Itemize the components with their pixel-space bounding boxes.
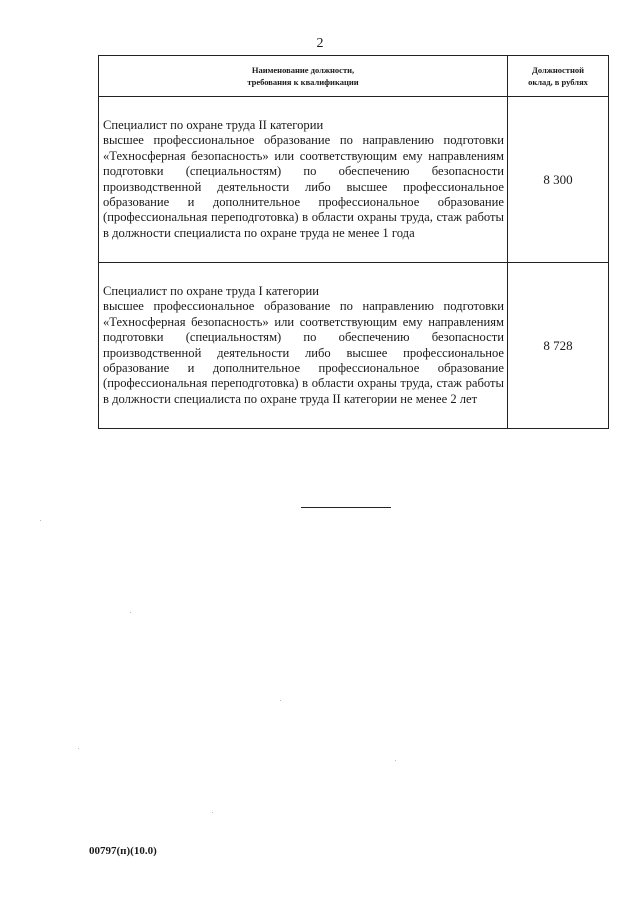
header-position-line2: требования к квалификации bbox=[247, 77, 359, 87]
qualification-requirements: высшее профессиональное образование по направлению подготовки «Техносферная безопасность» или соответствующим ему направлениям подготовки (специальностям) по обеспечению безопасности производственной деятельности либо высшее профессиональное образование и дополнительное профессиональное образование (профессиональная переподготовка) в области охраны труда, стаж работы в должности специалиста по охране труда не менее 1 года bbox=[103, 133, 504, 240]
header-position-line1: Наименование должности, bbox=[251, 65, 355, 75]
header-salary-line1: Должностной bbox=[531, 65, 585, 75]
header-salary-line2: оклад, в рублях bbox=[528, 77, 588, 87]
scan-speck bbox=[395, 760, 396, 761]
scan-speck bbox=[212, 812, 213, 813]
salary-value: 8 728 bbox=[508, 263, 609, 429]
salary-table bbox=[98, 55, 609, 429]
end-of-document-rule bbox=[301, 507, 391, 508]
qualification-requirements: высшее профессиональное образование по направлению подготовки «Техносферная безопасность» или соответствующим ему направлениям подготовки (специальностям) по обеспечению безопасности производственной деятельности либо высшее профессиональное образование и дополнительное профессиональное образование (профессиональная переподготовка) в области охраны труда, стаж работы в должности специалиста по охране труда II категории не менее 2 лет bbox=[103, 299, 504, 406]
salary-value: 8 300 bbox=[508, 97, 609, 263]
position-title: Специалист по охране труда I категории bbox=[103, 283, 319, 298]
scan-speck bbox=[40, 520, 41, 521]
table-row bbox=[99, 97, 609, 263]
scan-speck bbox=[280, 700, 281, 701]
table-header-row bbox=[99, 56, 609, 97]
page-number: 2 bbox=[316, 36, 324, 51]
position-title: Специалист по охране труда II категории bbox=[103, 117, 324, 132]
position-description bbox=[99, 97, 508, 263]
document-code: 00797(п)(10.0) bbox=[89, 845, 157, 857]
table-row bbox=[99, 263, 609, 429]
header-position-requirements bbox=[99, 56, 508, 97]
position-description bbox=[99, 263, 508, 429]
scan-speck bbox=[130, 612, 131, 613]
header-salary bbox=[508, 56, 609, 97]
scan-speck bbox=[78, 748, 79, 749]
